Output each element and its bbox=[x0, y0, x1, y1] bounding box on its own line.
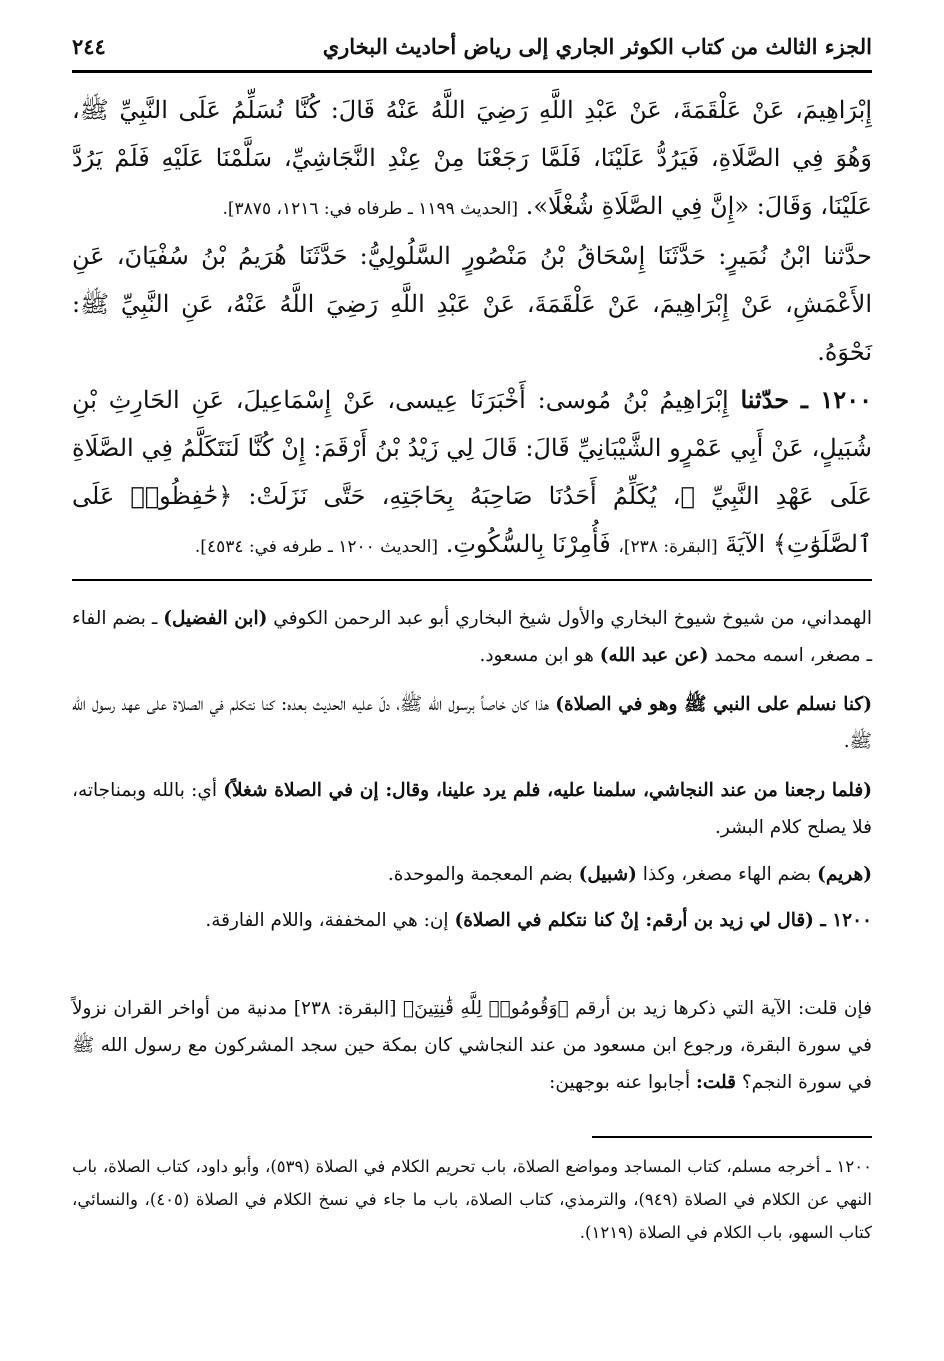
commentary-lemma: (ابن الفضيل) bbox=[163, 608, 268, 629]
hadith-1200-reference: [الحديث ١٢٠٠ ـ طرفه في: ٤٥٣٤]. bbox=[194, 537, 439, 557]
commentary-text: هو ابن مسعود. bbox=[479, 645, 594, 666]
quran-reference: [البقرة: ٢٣٨]، bbox=[618, 537, 718, 557]
commentary-paragraph-4 bbox=[72, 856, 872, 893]
commentary-lemma: ١٢٠٠ ـ (قال لي زيد بن أرقم: إنْ كنا نتكلم في الصلاة) bbox=[454, 910, 872, 931]
hadith-1200 bbox=[72, 376, 872, 571]
commentary-lemma: (شبيل) bbox=[578, 864, 637, 885]
footnote-text: ١٢٠٠ ـ أخرجه مسلم، كتاب المساجد ومواضع الصلاة، باب تحريم الكلام في الصلاة (٥٣٩)، وأبو داود، كتاب الصلاة، باب النهي عن الكلام في الصلاة (٩٤٩)، والترمذي، كتاب الصلاة، باب ما جاء في نسخ الكلام في الصلاة (٤٠٥)، والنسائي، كتاب السهو، باب الكلام في الصلاة (١٢١٩). bbox=[72, 1157, 872, 1242]
commentary-paragraph-5 bbox=[72, 902, 872, 939]
hadith-1200-text: إِبْرَاهِيمُ بْنُ مُوسى: أَخْبَرَنَا عِيسى، عَنْ إِسْمَاعِيلَ، عَنِ الحَارِثِ بْنِ شُبَيلٍ، عَنْ أَبِي عَمْرٍو الشَّيْبَانِيِّ قَالَ: قَالَ لِي زَيْدُ بْنُ أَرْقَمَ: إِنْ كُنَّا لَنَتَكَلَّمُ فِي الصَّلَاةِ عَلَى عَهْدِ النَّبِيِّ ﷺ، يُكَلِّمُ أَحَدُنَا صَاحِبَهُ بِحَاجَتِهِ، حَتَّى نَزَلَتْ: ﴿حَٰفِظُوا۟ عَلَى ٱلصَّلَوَٰتِ﴾ الآيَةَ bbox=[72, 386, 872, 558]
commentary-paragraph-1 bbox=[72, 600, 872, 674]
commentary-text: بضم المعجمة والموحدة. bbox=[387, 864, 573, 885]
page-number: ٢٤٤ bbox=[72, 33, 106, 59]
commentary-paragraph-6 bbox=[72, 990, 872, 1101]
hadith-1199-reference: [الحديث ١١٩٩ ـ طرفاه في: ١٢١٦، ٣٨٧٥]. bbox=[222, 199, 519, 219]
hadith-1199-second-chain-text: حدَّثنا ابْنُ نُمَيرٍ: حَدَّثَنَا إِسْحَاقُ بْنُ مَنْصُورٍ السَّلُولِيُّ: حَدَّثَنَا هُرَيمُ بْنُ سُفْيَانَ، عَنِ الأَعْمَشِ، عَنْ إِبْرَاهِيمَ، عَنْ عَلْقَمَةَ، عَنْ عَبْدِ اللَّهِ رَضِيَ اللَّهُ عَنْهُ، عَنِ النَّبِيِّ ﷺ: نَحْوَهُ. bbox=[72, 242, 873, 366]
header-rule bbox=[72, 70, 872, 73]
page-header bbox=[72, 28, 872, 64]
commentary-lemma: (كنا نسلم على النبي ﷺ وهو في الصلاة) bbox=[555, 694, 872, 715]
commentary-text: بضم الهاء مصغر، وكذا bbox=[642, 864, 812, 885]
commentary-text: أي: بالله وبمناجاته، فلا يصلح كلام البشر. bbox=[72, 780, 872, 838]
hadith-1199-second-chain bbox=[72, 232, 872, 376]
commentary-lemma: (عن عبد الله) bbox=[599, 645, 709, 666]
commentary-lemma: (هريم) bbox=[817, 864, 872, 885]
commentary-text: أجابوا عنه بوجهين: bbox=[549, 1072, 691, 1093]
commentary-text: إن: هي المخففة، واللام الفارقة. bbox=[205, 910, 449, 931]
hadith-1200-after: فَأُمِرْنَا بِالسُّكُوتِ. bbox=[445, 530, 611, 558]
commentary-text: فإن قلت: الآية التي ذكرها زيد بن أرقم ﴿وَقُومُوا۟ لِلَّهِ قَٰنِتِينَ﴾ [البقرة: ٢٣٨] مدنية من أواخر القران نزولاً في سورة البقرة، ورجوع ابن مسعود من عند النجاشي كان بمكة حين سجد المشركون مع رسول الله ﷺ في سورة النجم؟ bbox=[72, 998, 872, 1093]
commentary-lemma: (فلما رجعنا من عند النجاشي، سلمنا عليه، فلم يرد علينا، وقال: إن في الصلاة شغلاً) bbox=[223, 780, 872, 801]
commentary-paragraph-2 bbox=[72, 686, 872, 760]
running-title: الجزء الثالث من كتاب الكوثر الجاري إلى رياض أحاديث البخاري bbox=[322, 33, 872, 59]
footnote bbox=[72, 1150, 872, 1249]
commentary-text: هذا كان خاصاً برسول الله ﷺ، دلّ عليه الحديث بعده: كنا نتكلم في الصلاة على عهد رسول الله ﷺ. bbox=[72, 694, 872, 752]
commentary-text: ـ بضم الفاء ـ مصغر، اسمه محمد bbox=[72, 608, 872, 666]
commentary-text: الهمداني، من شيوخ شيوخ البخاري والأول شيخ البخاري أبو عبد الرحمن الكوفي bbox=[273, 608, 872, 629]
hadith-1199-text: إِبْرَاهِيمَ، عَنْ عَلْقَمَةَ، عَنْ عَبْدِ اللَّهِ رَضِيَ اللَّهُ عَنْهُ قَالَ: كُنَّا نُسَلِّمُ عَلَى النَّبِيِّ ﷺ، وَهُوَ فِي الصَّلَاةِ، فَيَرُدُّ عَلَيْنَا، فَلَمَّا رَجَعْنَا مِنْ عِنْدِ النَّجَاشِيِّ، سَلَّمْنَا عَلَيْهِ فَلَمْ يَرُدَّ عَلَيْنَا، وَقَالَ: «إِنَّ فِي الصَّلَاةِ شُغْلًا». bbox=[72, 96, 872, 220]
hadith-1200-number: ١٢٠٠ ـ bbox=[800, 385, 872, 414]
footnote-rule bbox=[592, 1136, 872, 1138]
section-divider bbox=[72, 579, 872, 581]
hadith-1199 bbox=[72, 86, 872, 233]
commentary-lemma: قلت: bbox=[695, 1072, 736, 1093]
hadith-1200-opening: حدّثنا bbox=[740, 385, 790, 414]
commentary-paragraph-3 bbox=[72, 772, 872, 846]
